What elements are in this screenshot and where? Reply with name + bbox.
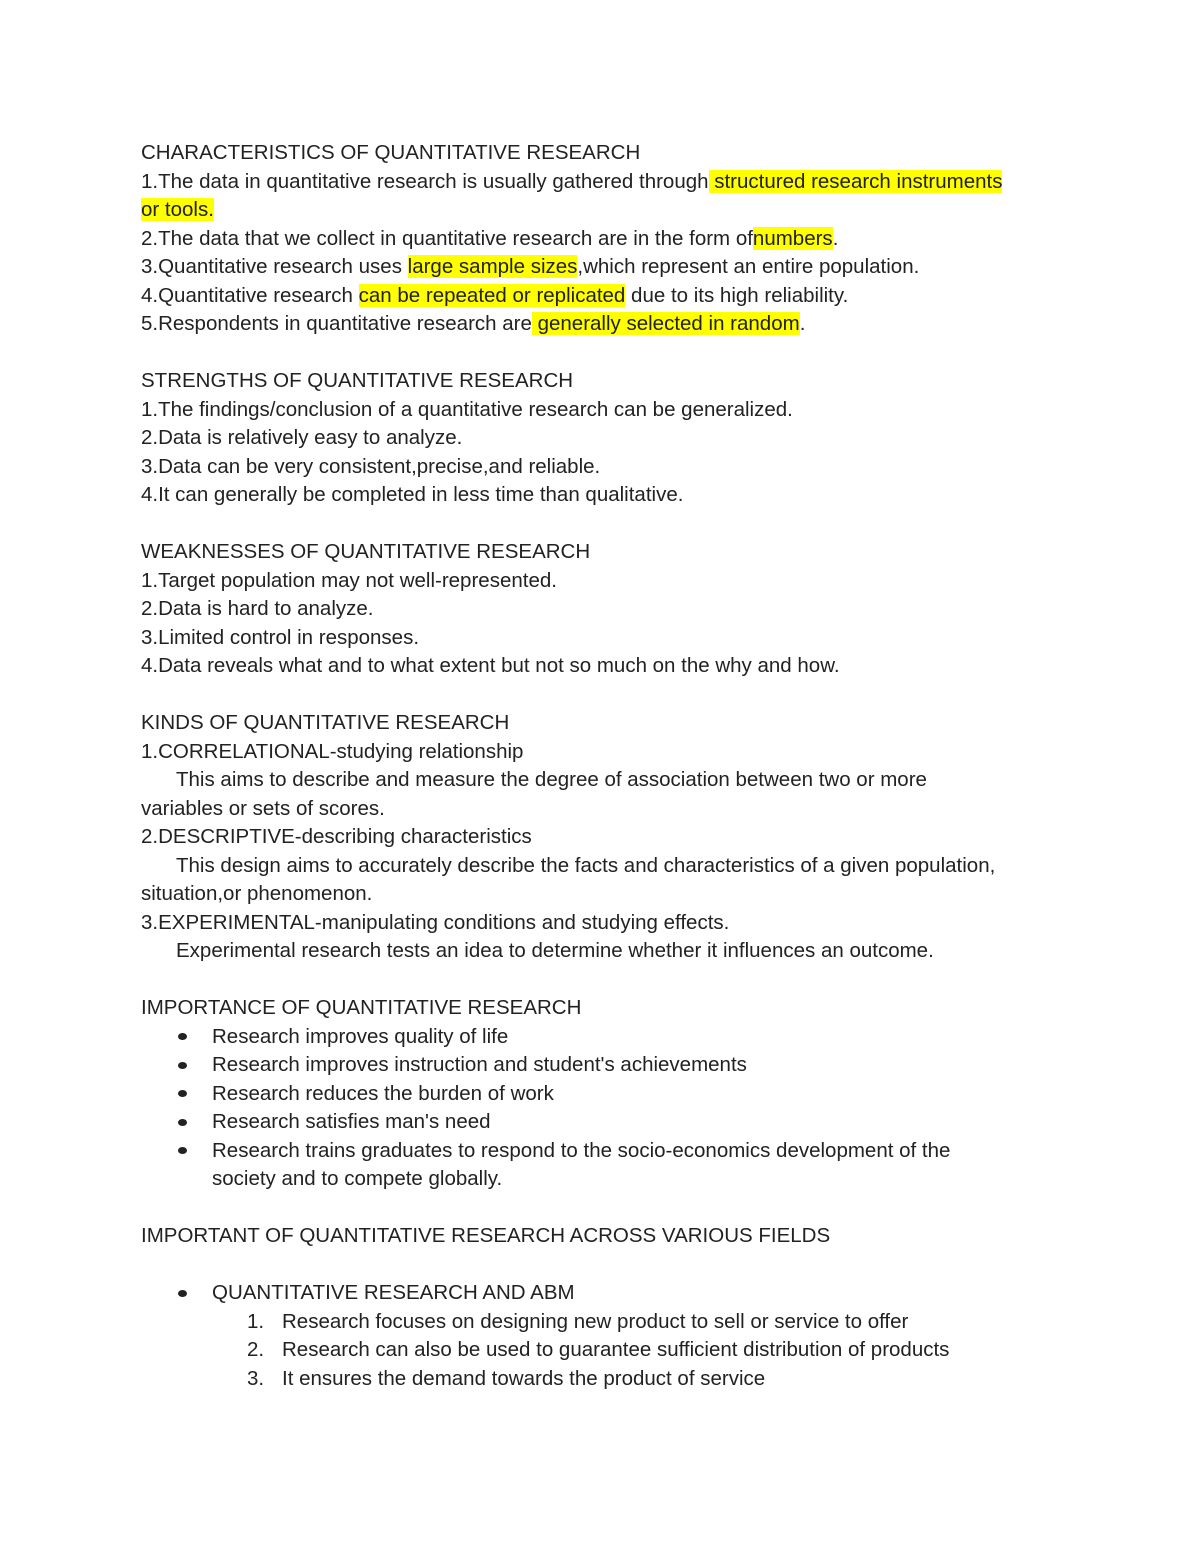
fields-heading: IMPORTANT OF QUANTITATIVE RESEARCH ACROSS VARIOUS FIELDS xyxy=(141,1224,831,1247)
weaknesses-item: 2.Data is hard to analyze. xyxy=(141,597,374,620)
item-number: 2. xyxy=(247,1338,265,1361)
item-text: Research can also be used to guarantee sufficient distribution of products xyxy=(282,1338,950,1361)
characteristics-heading: CHARACTERISTICS OF QUANTITATIVE RESEARCH xyxy=(141,141,641,164)
importance-bullet xyxy=(141,1137,1061,1166)
strengths-item: 4.It can generally be completed in less time than qualitative. xyxy=(141,483,684,506)
bullet-text: Research improves quality of life xyxy=(212,1024,509,1048)
spacer xyxy=(141,966,1061,995)
item-text: Research focuses on designing new product to sell or service to offer xyxy=(282,1309,909,1333)
item-text: 1.The data in quantitative research is usually gathered through xyxy=(141,169,709,193)
item-text: 4.Quantitative research xyxy=(141,283,359,307)
bullet-dot-icon xyxy=(178,1119,187,1126)
kind-correlational-desc-cont: variables or sets of scores. xyxy=(141,796,385,820)
item-text: 2.The data that we collect in quantitative research are in the form of xyxy=(141,226,753,250)
abm-numbered-item xyxy=(141,1365,1061,1394)
item-text: due to its high reliability. xyxy=(625,283,849,307)
item-text: 5.Respondents in quantitative research are xyxy=(141,312,532,335)
bullet-dot-icon xyxy=(178,1033,187,1040)
weaknesses-item: 3.Limited control in responses. xyxy=(141,625,420,649)
highlight: or tools. xyxy=(141,198,214,221)
item-text: . xyxy=(832,226,839,250)
abm-bullet xyxy=(141,1279,1061,1308)
strengths-item: 3.Data can be very consistent,precise,and reliable. xyxy=(141,454,601,478)
spacer xyxy=(141,510,1061,539)
bullet-text: Research satisfies man's need xyxy=(212,1110,491,1133)
weaknesses-heading: WEAKNESSES OF QUANTITATIVE RESEARCH xyxy=(141,540,591,563)
strengths-heading: STRENGTHS OF QUANTITATIVE RESEARCH xyxy=(141,369,574,392)
kind-correlational-title: 1.CORRELATIONAL-studying relationship xyxy=(141,739,524,763)
importance-bullet xyxy=(141,1023,1061,1052)
item-text: It ensures the demand towards the product of service xyxy=(282,1366,766,1390)
highlight: structured research instruments xyxy=(708,169,1003,193)
item-text: . xyxy=(799,312,806,335)
item-number: 1. xyxy=(247,1309,265,1333)
characteristics-item-1-cont xyxy=(141,196,1061,225)
characteristics-item-5 xyxy=(141,310,1061,339)
kind-descriptive-title: 2.DESCRIPTIVE-describing characteristics xyxy=(141,825,532,848)
abm-numbered-item xyxy=(141,1336,1061,1365)
importance-bullet xyxy=(141,1051,1061,1080)
highlight: can be repeated or replicated xyxy=(358,283,626,307)
characteristics-item-3 xyxy=(141,253,1061,282)
importance-bullet xyxy=(141,1108,1061,1137)
item-text: ,which represent an entire population. xyxy=(577,255,920,278)
characteristics-item-4 xyxy=(141,282,1061,311)
kind-descriptive-desc: This design aims to accurately describe the facts and characteristics of a given population, xyxy=(176,853,996,877)
importance-bullet-cont xyxy=(141,1165,1061,1194)
highlight: large sample sizes xyxy=(407,255,578,278)
importance-bullet xyxy=(141,1080,1061,1109)
bullet-text: Research improves instruction and student's achievements xyxy=(212,1053,747,1076)
spacer xyxy=(141,681,1061,710)
kind-experimental-title: 3.EXPERIMENTAL-manipulating conditions and studying effects. xyxy=(141,910,730,934)
strengths-item: 2.Data is relatively easy to analyze. xyxy=(141,426,463,449)
bullet-dot-icon xyxy=(178,1290,187,1297)
highlight: generally selected in random xyxy=(531,312,800,335)
strengths-item: 1.The findings/conclusion of a quantitative research can be generalized. xyxy=(141,397,793,421)
kind-experimental-desc: Experimental research tests an idea to determine whether it influences an outcome. xyxy=(176,939,934,962)
bullet-dot-icon xyxy=(178,1147,187,1154)
kind-correlational-desc: This aims to describe and measure the degree of association between two or more xyxy=(176,768,927,791)
item-number: 3. xyxy=(247,1366,265,1390)
bullet-dot-icon xyxy=(178,1090,187,1097)
bullet-dot-icon xyxy=(178,1062,187,1069)
spacer xyxy=(141,1194,1061,1223)
abm-numbered-item xyxy=(141,1308,1061,1337)
spacer xyxy=(141,1251,1061,1280)
kinds-heading: KINDS OF QUANTITATIVE RESEARCH xyxy=(141,711,510,734)
weaknesses-item: 1.Target population may not well-represented. xyxy=(141,568,557,592)
characteristics-item-2 xyxy=(141,225,1061,254)
bullet-text: QUANTITATIVE RESEARCH AND ABM xyxy=(212,1281,575,1304)
item-text: 3.Quantitative research uses xyxy=(141,255,408,278)
importance-heading: IMPORTANCE OF QUANTITATIVE RESEARCH xyxy=(141,996,582,1019)
spacer xyxy=(141,339,1061,368)
kind-descriptive-desc-cont: situation,or phenomenon. xyxy=(141,882,373,905)
weaknesses-item: 4.Data reveals what and to what extent but not so much on the why and how. xyxy=(141,654,840,677)
characteristics-item-1 xyxy=(141,168,1061,197)
bullet-text: society and to compete globally. xyxy=(212,1167,503,1190)
document-body xyxy=(141,139,1061,1393)
bullet-text: Research trains graduates to respond to the socio-economics development of the xyxy=(212,1138,951,1162)
bullet-text: Research reduces the burden of work xyxy=(212,1081,554,1105)
highlight: numbers xyxy=(752,226,833,250)
